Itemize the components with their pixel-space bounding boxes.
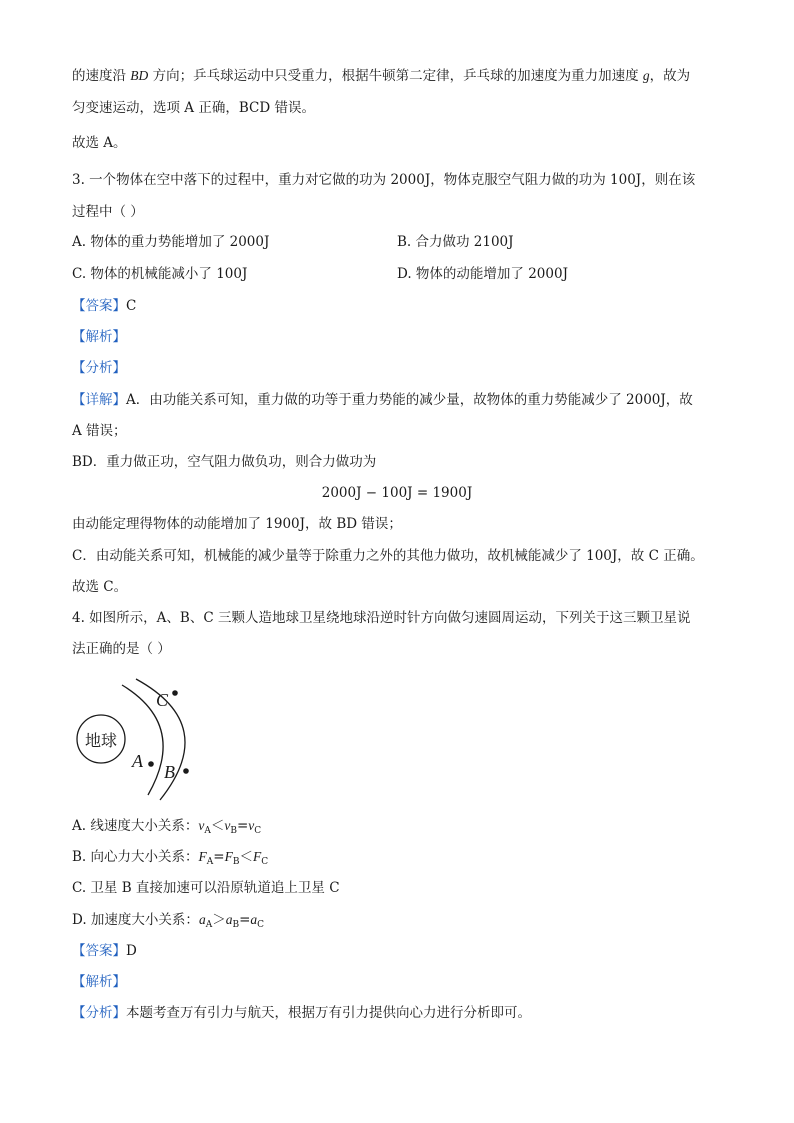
paragraph-line: 匀变速运动，选项 A 正确，BCD 错误。	[72, 100, 315, 116]
q3-detail-line: A 错误；	[72, 423, 127, 439]
q3-detail-line: C．由动能关系可知，机械能的减少量等于除重力之外的其他力做功，故机械能减少了 100J，故 C 正确。	[72, 548, 704, 564]
q3-conclusion: 故选 C。	[72, 579, 128, 595]
detail-tag: 【详解】	[72, 392, 126, 408]
answer-tag: 【答案】	[72, 943, 126, 959]
q3-option-c: C. 物体的机械能减小了 100J	[72, 266, 248, 282]
label-a: A	[132, 751, 143, 771]
q4-answer: 【答案】D	[72, 943, 137, 959]
q4-option-a: A. 线速度大小关系：$v_A<v_B=v_C$	[72, 818, 262, 836]
answer-tag: 【答案】	[72, 298, 126, 314]
q3-stem-cont: 过程中（ ）	[72, 204, 144, 220]
fenxi-tag: 【分析】	[72, 1005, 126, 1021]
q4-stem: 4. 如图所示，A、B、C 三颗人造地球卫星绕地球沿逆时针方向做匀速圆周运动，下列关于这三颗卫星说	[72, 610, 691, 626]
q4-option-d: D. 加速度大小关系：$a_A>a_B=a_C$	[72, 912, 265, 930]
satellite-c	[172, 690, 178, 696]
earth-label: 地球	[84, 731, 118, 750]
q3-option-d: D. 物体的动能增加了 2000J	[397, 266, 568, 282]
q3-detail-line: BD．重力做正功，空气阻力做负功，则合力做功为	[72, 454, 377, 470]
q4-jiexi-tag: 【解析】	[72, 974, 126, 990]
q4-fenxi-line: 【分析】本题考查万有引力与航天，根据万有引力提供向心力进行分析即可。	[72, 1005, 531, 1021]
q3-jiexi-tag: 【解析】	[72, 329, 126, 345]
conclusion-line: 故选 A。	[72, 135, 127, 151]
q3-detail-line: 由动能定理得物体的动能增加了 1900J，故 BD 错误；	[72, 516, 402, 532]
q3-option-a: A. 物体的重力势能增加了 2000J	[72, 234, 270, 250]
q3-option-b: B. 合力做功 2100J	[397, 234, 514, 250]
var-bd: BD	[130, 68, 149, 83]
q3-detail-line: 【详解】A．由功能关系可知，重力做的功等于重力势能的减少量，故物体的重力势能减少了 2000J，故	[72, 392, 693, 408]
satellite-a	[148, 761, 154, 767]
q3-fenxi-tag: 【分析】	[72, 360, 126, 376]
label-c: C	[156, 690, 169, 710]
q4-stem-cont: 法正确的是（ ）	[72, 641, 171, 657]
paragraph-line: 的速度沿 BD 方向；乒乓球运动中只受重力，根据牛顿第二定律，乒乓球的加速度为重力加速度 g，故为	[72, 68, 691, 84]
q3-formula: 2000J − 100J = 1900J	[321, 485, 473, 501]
q4-option-b: B. 向心力大小关系：$F_A=F_B<F_C$	[72, 849, 269, 867]
orbit-diagram	[70, 675, 210, 805]
q3-stem: 3. 一个物体在空中落下的过程中，重力对它做的功为 2000J，物体克服空气阻力做的功为 100J，则在该	[72, 172, 696, 188]
label-b: B	[164, 762, 175, 782]
satellite-b	[183, 768, 189, 774]
q4-option-c: C. 卫星 B 直接加速可以沿原轨道追上卫星 C	[72, 880, 340, 896]
q3-answer: 【答案】C	[72, 298, 137, 314]
var-g: g	[642, 68, 650, 83]
